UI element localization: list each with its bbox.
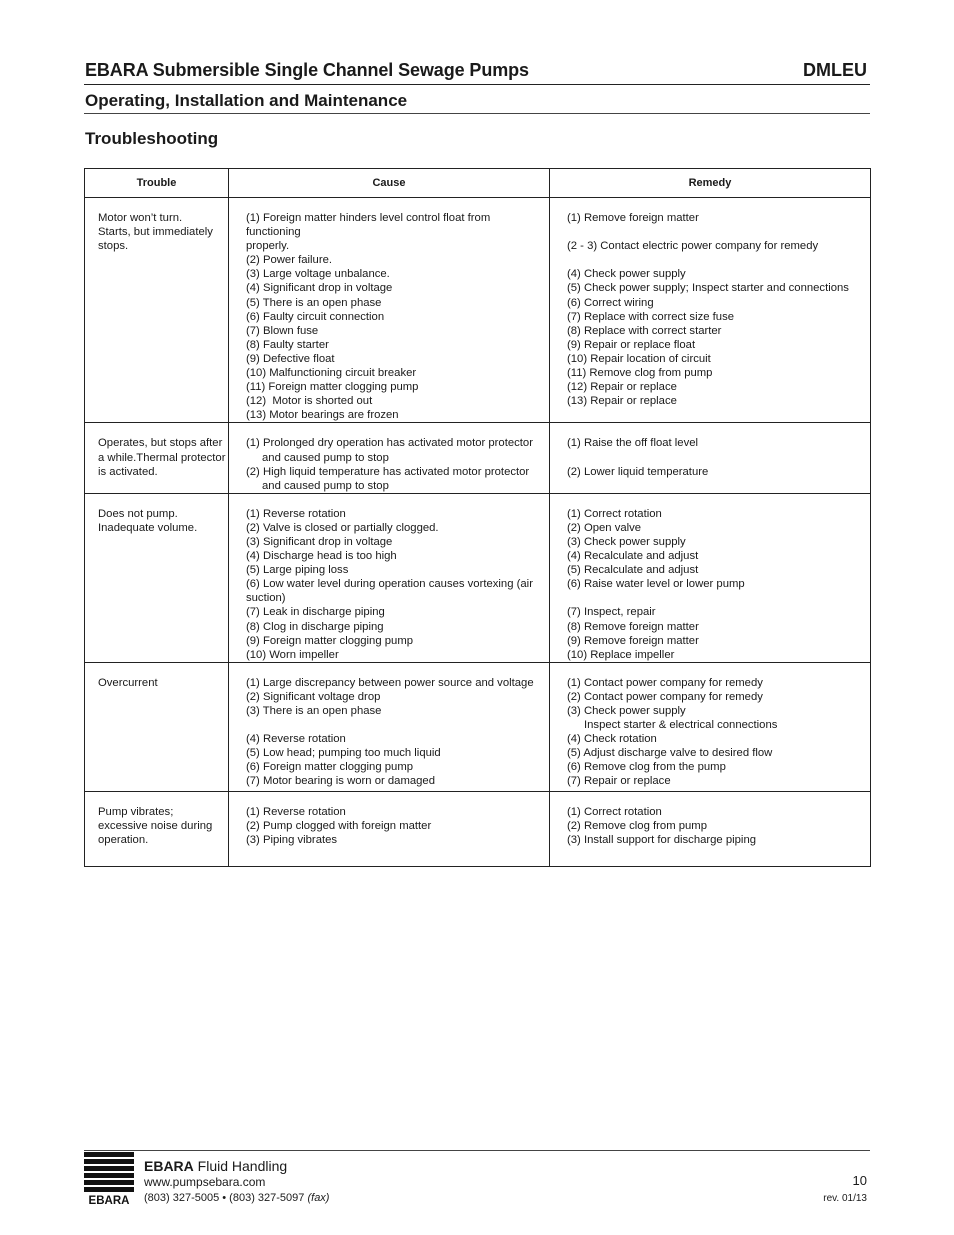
cause-line: (9) Defective float [246,352,335,365]
cause-line: (11) Foreign matter clogging pump [246,381,419,394]
table-body [85,198,871,867]
remedy-line: (3) Check power supply [567,705,686,717]
table-header-row [85,169,871,198]
document-title: EBARA Submersible Single Channel Sewage Pumps [85,60,529,80]
remedy-line: (2) Contact power company for remedy [567,690,763,703]
document-subtitle: Operating, Installation and Maintenance [85,91,408,110]
page-number: 10 [852,1173,867,1188]
cause-line: (1) Large discrepancy between power source and voltage [246,676,534,689]
cause-cell [229,791,550,866]
remedy-line: (2 - 3) Contact electric power company for remedy [567,240,819,253]
trouble-line: is activated. [98,465,158,478]
trouble-cell [85,198,229,423]
remedy-line: (8) Remove foreign matter [567,620,699,633]
remedy-line: (11) Remove clog from pump [567,367,713,380]
cause-line: (13) Motor bearings are frozen [246,409,399,422]
header-remedy: Remedy [550,169,871,198]
cause-line: (7) Blown fuse [246,324,319,337]
cause-line: (2) Significant voltage drop [246,690,381,703]
cause-line: (3) Significant drop in voltage [246,535,393,548]
trouble-line: Starts, but immediately [98,226,213,239]
section-title: Troubleshooting [85,129,219,148]
cause-line: (1) Reverse rotation [246,507,346,520]
remedy-line [567,451,864,465]
company-name-bold: EBARA [144,1158,194,1174]
cause-line: (6) Foreign matter clogging pump [246,761,414,774]
fax-label: (fax) [307,1192,330,1204]
cause-line: (2) Pump clogged with foreign matter [246,819,432,832]
table-row [85,423,871,493]
cause-line: and caused pump to stop [262,451,389,464]
cause-line: and caused pump to stop [262,479,389,492]
cause-line: (2) High liquid temperature has activated motor protector [246,465,530,478]
remedy-line: (3) Install support for discharge piping [567,834,757,846]
header-cause: Cause [229,169,550,198]
cause-line: suction) [246,592,286,605]
remedy-line: (9) Repair or replace float [567,338,696,351]
cause-line: (2) Power failure. [246,254,333,267]
cause-line: (1) Foreign matter hinders level control float from functioning [246,212,494,239]
phone-numbers: (803) 327-5005 • (803) 327-5097 [144,1192,308,1204]
cause-line: (1) Prolonged dry operation has activated motor protector [246,437,533,450]
cause-line: (4) Significant drop in voltage [246,282,393,295]
remedy-line [567,253,864,267]
trouble-line: stops. [98,240,129,253]
subtitle-rule [84,113,870,114]
cause-line: (10) Malfunctioning circuit breaker [246,367,417,380]
cause-cell [229,493,550,662]
remedy-line: (7) Replace with correct size fuse [567,310,735,323]
cause-line: (5) There is an open phase [246,296,382,309]
trouble-line: excessive noise during [98,819,213,832]
revision-date: rev. 01/13 [823,1193,867,1204]
remedy-line [567,225,864,239]
cause-line: (10) Worn impeller [246,648,339,661]
table-row [85,791,871,866]
remedy-line: (6) Correct wiring [567,296,654,309]
remedy-line: (5) Check power supply; Inspect starter and connections [567,282,849,295]
remedy-cell [550,791,871,866]
cause-line [246,718,543,732]
remedy-line: (13) Repair or replace [567,395,677,408]
table-row [85,662,871,791]
header-rule [84,84,870,85]
remedy-line: (12) Repair or replace [567,381,677,394]
remedy-line: (6) Remove clog from the pump [567,761,726,774]
trouble-line: Pump vibrates; [98,805,174,818]
cause-line: (6) Faulty circuit connection [246,310,385,323]
trouble-cell [85,423,229,493]
remedy-line: (1) Remove foreign matter [567,212,699,224]
cause-line: (8) Clog in discharge piping [246,620,384,633]
remedy-cell [550,423,871,493]
remedy-cell [550,198,871,423]
trouble-line: Does not pump. [98,507,178,520]
cause-line: (8) Faulty starter [246,338,329,351]
company-name-rest: Fluid Handling [193,1158,288,1174]
cause-line: (7) Motor bearing is worn or damaged [246,775,435,788]
cause-line: (4) Reverse rotation [246,733,346,746]
remedy-line: (1) Contact power company for remedy [567,676,763,689]
cause-line: (3) There is an open phase [246,705,382,717]
footer-rule [84,1150,870,1151]
footer-company [144,1158,287,1174]
remedy-cell [550,493,871,662]
cause-line: (9) Foreign matter clogging pump [246,634,414,647]
trouble-line: operation. [98,834,149,846]
remedy-line: (10) Replace impeller [567,648,675,661]
cause-line: (5) Low head; pumping too much liquid [246,747,441,760]
trouble-line: Motor won’t turn. [98,212,183,224]
remedy-line: (2) Remove clog from pump [567,819,708,832]
ebara-logo [84,1152,134,1206]
cause-line: (2) Valve is closed or partially clogged. [246,521,439,534]
remedy-cell [550,662,871,791]
remedy-line: (2) Open valve [567,521,642,534]
remedy-line: (4) Check power supply [567,268,686,281]
trouble-line: a while.Thermal protector [98,451,226,464]
trouble-cell [85,662,229,791]
remedy-line: (1) Correct rotation [567,507,662,520]
remedy-line: (6) Raise water level or lower pump [567,578,745,591]
remedy-line: (3) Check power supply [567,535,686,548]
remedy-line: (5) Recalculate and adjust [567,564,699,577]
trouble-line: Overcurrent [98,676,158,689]
logo-wordmark: EBARA [88,1195,130,1206]
troubleshooting-table [84,168,871,867]
cause-line: (3) Piping vibrates [246,834,338,846]
remedy-line: (4) Check rotation [567,733,657,746]
remedy-line [567,591,864,605]
cause-line: (7) Leak in discharge piping [246,606,385,619]
footer-website: www.pumpsebara.com [144,1175,266,1189]
remedy-line: (1) Raise the off float level [567,437,699,450]
trouble-cell [85,493,229,662]
cause-line: (1) Reverse rotation [246,805,346,818]
remedy-line: (4) Recalculate and adjust [567,550,699,563]
cause-line: (12) Motor is shorted out [246,395,373,408]
cause-line: (3) Large voltage unbalance. [246,268,390,281]
trouble-line: Inadequate volume. [98,521,198,534]
cause-cell [229,423,550,493]
remedy-line: (9) Remove foreign matter [567,634,699,647]
trouble-cell [85,791,229,866]
table-row [85,493,871,662]
table-row [85,198,871,423]
cause-cell [229,662,550,791]
header-trouble: Trouble [85,169,229,198]
cause-line: properly. [246,240,290,253]
footer-phone [144,1192,329,1204]
remedy-line: (10) Repair location of circuit [567,352,711,365]
remedy-line: (7) Repair or replace [567,775,671,788]
cause-line: (6) Low water level during operation causes vortexing (air [246,578,533,591]
cause-line: (5) Large piping loss [246,564,349,577]
remedy-line: (7) Inspect, repair [567,606,656,619]
remedy-line: (8) Replace with correct starter [567,324,722,337]
cause-line: (4) Discharge head is too high [246,550,397,563]
remedy-line: Inspect starter & electrical connections [584,719,778,732]
remedy-line: (5) Adjust discharge valve to desired flow [567,747,773,760]
cause-cell [229,198,550,423]
remedy-line: (1) Correct rotation [567,805,662,818]
trouble-line: Operates, but stops after [98,437,223,450]
model-code: DMLEU [803,60,867,80]
remedy-line: (2) Lower liquid temperature [567,465,709,478]
